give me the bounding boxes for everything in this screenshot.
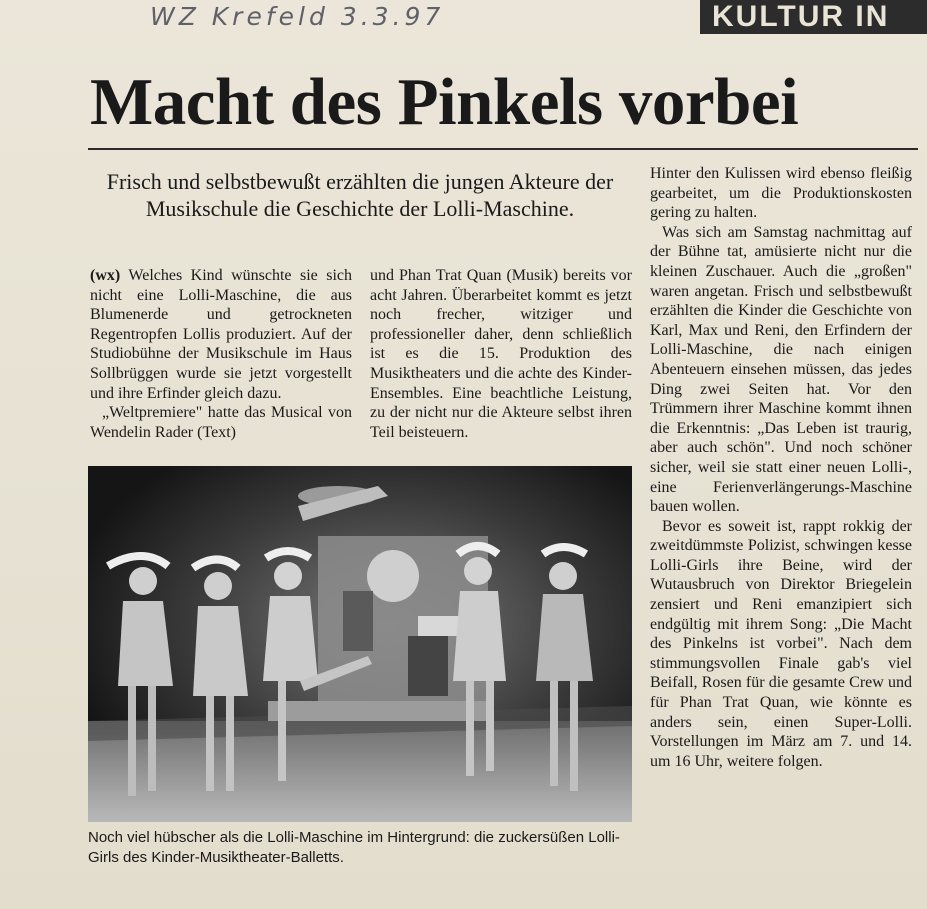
photo-illustration (88, 466, 632, 822)
article-paragraph: „Weltpremiere" hatte das Musical von Wendelin Rader (Text) (90, 404, 352, 441)
dateline: (wx) (90, 267, 121, 284)
subheadline: Frisch und selbstbewußt erzählten die jungen Akteure der Musikschule die Geschichte der Lolli-Maschine. (106, 169, 614, 221)
article-paragraph: Bevor es soweit ist, rappt rokkig der zweitdümmste Polizist, schwingen kesse Lolli-Girls ihre Beine, wird der Wutausbruch von Direktor Briegelein zensiert und Reni emanzipiert sich endgültig mit ihrem Song: „Die Macht des Pinkelns ist vorbei". Nach dem stimmungsvollen Finale gab's viel Beifall, Rosen für die gesamte Crew und für Phan Trat Quan, wie könnte es anders sein, einen Super-Lolli. Vorstellungen im März am 7. und 14. um 16 Uhr, weitere folgen. (650, 517, 912, 770)
article-paragraph (90, 266, 352, 403)
article-column-2 (370, 266, 632, 442)
paragraph-text: Welches Kind wünschte sie sich nicht eine Lolli-Maschine, die aus Blumenerde und getrockneten Regentropfen Lollis produziert. Auf der Studiobühne der Musikschule im Haus Sollbrüggen wurde sie jetzt vorgestellt und ihre Erfinder gleich dazu. (90, 267, 352, 402)
section-banner: KULTUR IN (700, 0, 927, 34)
headline-rule (88, 148, 918, 150)
article-paragraph: Was sich am Samstag nachmittag auf der Bühne tat, amüsierte nicht nur die kleinen Zuschauer. Auch die „großen" waren angetan. Frisch und selbstbewußt erzählten die Kinder die Geschichte von Karl, Max und Reni, den Erfindern der Lolli-Maschine, die nach einigen Abenteuern einsehen müssen, das jedes Ding zwei Seiten hat. Vor den Trümmern ihrer Maschine kommt ihnen die Erkenntnis: „Das Leben ist traurig, aber auch schön". Und noch schöner sicher, weil sie statt einer neuen Lolli-, eine Ferienverlängerungs-Maschine bauen wollen. (650, 223, 912, 516)
photo-caption: Noch viel hübscher als die Lolli-Maschine im Hintergrund: die zuckersüßen Lolli-Girls des Kinder-Musiktheater-Balletts. (88, 829, 620, 866)
stage-photo (88, 466, 632, 822)
handwritten-source-note: WZ Krefeld 3.3.97 (150, 2, 445, 31)
article-paragraph: Hinter den Kulissen wird ebenso fleißig gearbeitet, um die Produktionskosten gering zu halten. (650, 165, 912, 222)
article-column-1 (90, 266, 352, 442)
headline: Macht des Pinkels vorbei (90, 65, 799, 139)
article-column-3 (650, 164, 912, 771)
article-paragraph: und Phan Trat Quan (Musik) bereits vor acht Jahren. Überarbeitet kommt es jetzt noch frecher, witziger und professioneller daher, denn schließlich ist es die 15. Produktion des Musiktheaters und die achte des Kinder-Ensembles. Eine beachtliche Leistung, zu der nicht nur die Akteure selbst ihren Teil beisteuern. (370, 267, 632, 441)
